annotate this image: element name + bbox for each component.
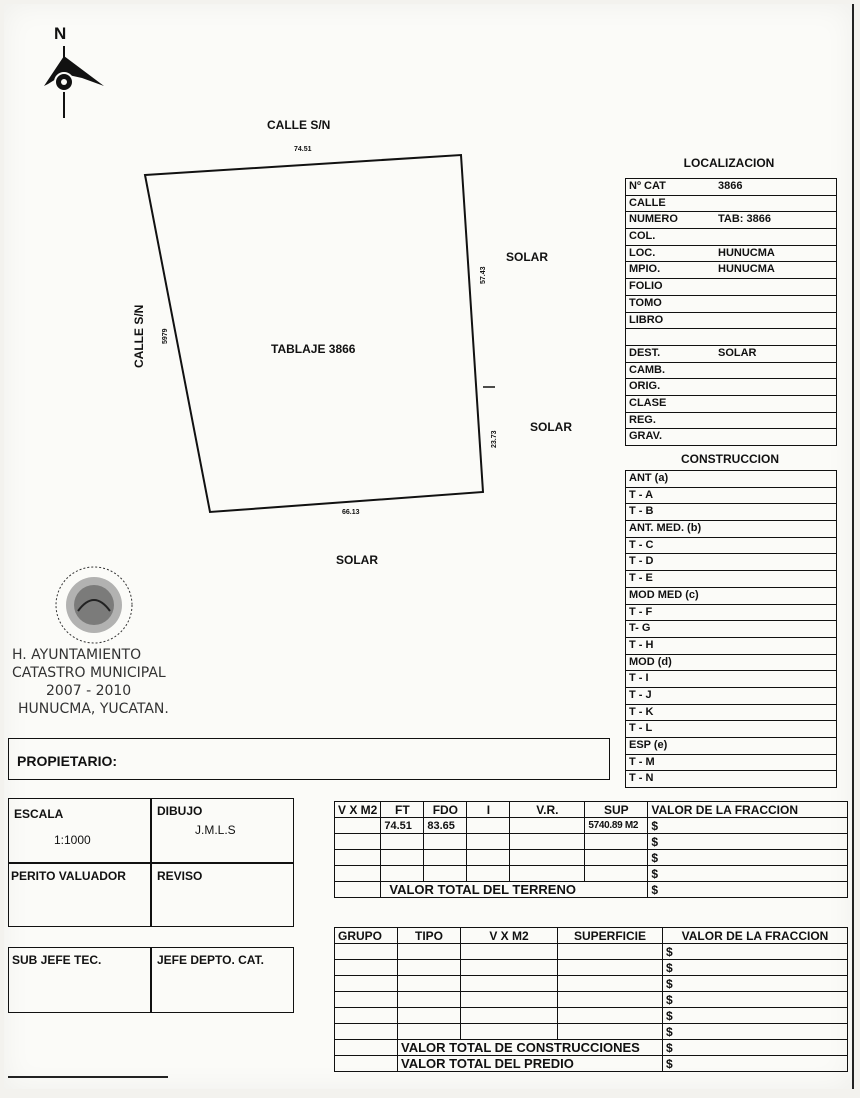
escala-value: 1:1000: [54, 833, 91, 847]
firmas-box-bottom: [8, 947, 294, 1013]
construccion-row-label: T - L: [629, 722, 653, 735]
terreno-header-valor: VALOR DE LA FRACCION: [648, 802, 848, 818]
construccion-table: [625, 470, 837, 788]
solar-right-upper: SOLAR: [506, 250, 548, 264]
localizacion-row: [626, 313, 836, 330]
construcciones-header-vxm2: V X M2: [461, 928, 558, 944]
predio-total-label: VALOR TOTAL DEL PREDIO: [398, 1056, 663, 1072]
bottom-rule: [8, 1076, 168, 1078]
stamp-line-4: HUNUCMA, YUCATAN.: [18, 701, 169, 717]
construccion-row-label: T - E: [629, 572, 653, 585]
construccion-row: [626, 621, 836, 638]
measure-left: 5979: [162, 328, 169, 344]
localizacion-row-value: SOLAR: [718, 346, 757, 359]
parcel-label: TABLAJE 3866: [271, 342, 356, 356]
measure-bottom: 66.13: [342, 509, 360, 516]
terreno-dollar: $: [648, 850, 848, 866]
terreno-total-label: VALOR TOTAL DEL TERRENO: [381, 882, 648, 898]
terreno-cell-ft: 74.51: [381, 818, 424, 834]
construcciones-dollar: $: [663, 960, 848, 976]
construccion-row: [626, 488, 836, 505]
localizacion-row: [626, 379, 836, 396]
localizacion-row-value: TAB: 3866: [718, 213, 771, 226]
north-label: N: [54, 24, 67, 43]
construccion-row-label: T - N: [629, 772, 654, 785]
terreno-header-vxm2: V X M2: [335, 802, 381, 818]
propietario-label: PROPIETARIO:: [17, 753, 118, 769]
terreno-header-ft: FT: [381, 802, 424, 818]
localizacion-row: [626, 346, 836, 363]
construccion-row-label: T - A: [629, 488, 654, 501]
localizacion-row: [626, 413, 836, 430]
localizacion-row-label: REG.: [629, 413, 656, 426]
construccion-row: [626, 504, 836, 521]
construccion-row-label: ANT. MED. (b): [629, 522, 702, 535]
localizacion-table: [625, 178, 837, 446]
construccion-row: [626, 571, 836, 588]
construccion-row: [626, 671, 836, 688]
terreno-cell: [510, 818, 585, 834]
localizacion-row-value: HUNUCMA: [718, 246, 775, 259]
localizacion-row-label: TOMO: [629, 296, 662, 309]
terreno-cell: [467, 818, 510, 834]
terreno-header-i: I: [467, 802, 510, 818]
localizacion-row-label: NUMERO: [629, 213, 678, 226]
construcciones-dollar: $: [663, 944, 848, 960]
construcciones-total-label: VALOR TOTAL DE CONSTRUCCIONES: [398, 1040, 663, 1056]
construccion-row-label: T - D: [629, 555, 654, 568]
localizacion-row-label: COL.: [629, 230, 656, 243]
localizacion-row-label: LOC.: [629, 246, 656, 259]
localizacion-row: [626, 329, 836, 346]
localizacion-row: [626, 196, 836, 213]
construccion-row-label: T - J: [629, 688, 652, 701]
dibujo-value: J.M.L.S: [195, 823, 236, 837]
construccion-row-label: T - C: [629, 538, 654, 551]
dibujo-label: DIBUJO: [157, 804, 203, 818]
localizacion-row: [626, 246, 836, 263]
localizacion-row-label: Nº CAT: [629, 180, 666, 192]
street-left-label: CALLE S/N: [132, 304, 146, 368]
construccion-row-label: MOD (d): [629, 655, 672, 668]
construccion-row-label: MOD MED (c): [629, 588, 699, 601]
stamp-text: [12, 646, 169, 718]
terreno-cell-valor: $: [648, 818, 848, 834]
street-top-label: CALLE S/N: [267, 118, 331, 132]
localizacion-row-value: HUNUCMA: [718, 263, 775, 276]
escala-label: ESCALA: [14, 807, 64, 821]
localizacion-row: [626, 363, 836, 380]
localizacion-row-label: MPIO.: [629, 263, 661, 276]
construccion-row: [626, 655, 836, 672]
measure-right-lower: 23.73: [491, 430, 498, 448]
localizacion-row: [626, 279, 836, 296]
propietario-box: [8, 738, 610, 780]
localizacion-row: [626, 262, 836, 279]
localizacion-row-label: CALLE: [629, 196, 666, 209]
construcciones-dollar: $: [663, 1056, 848, 1072]
localizacion-row-label: ORIG.: [629, 380, 661, 393]
construccion-row: [626, 538, 836, 555]
construcciones-dollar: $: [663, 976, 848, 992]
construccion-row: [626, 705, 836, 722]
terreno-dollar: $: [648, 866, 848, 882]
perito-label: PERITO VALUADOR: [11, 869, 126, 883]
construccion-row-label: ANT (a): [629, 472, 669, 484]
construcciones-header-tipo: TIPO: [398, 928, 461, 944]
terreno-cell-sup: 5740.89 M2: [585, 818, 648, 834]
construccion-row: [626, 554, 836, 571]
terreno-cell: [335, 818, 381, 834]
localizacion-row-label: GRAV.: [629, 430, 663, 443]
terreno-header-vr: V.R.: [510, 802, 585, 818]
terreno-table: [334, 801, 848, 898]
localizacion-title: LOCALIZACION: [683, 156, 775, 170]
terreno-header-fdo: FDO: [424, 802, 467, 818]
terreno-header-sup: SUP: [585, 802, 648, 818]
terreno-cell-fdo: 83.65: [424, 818, 467, 834]
stamp-line-3: 2007 - 2010: [46, 683, 132, 699]
localizacion-row: [626, 229, 836, 246]
subjefe-label: SUB JEFE TEC.: [12, 953, 102, 967]
construcciones-header-superficie: SUPERFICIE: [558, 928, 663, 944]
construccion-row: [626, 688, 836, 705]
construccion-row: [626, 721, 836, 738]
localizacion-row-label: LIBRO: [629, 313, 664, 326]
stamp-line-1: H. AYUNTAMIENTO: [12, 647, 142, 663]
reviso-label: REVISO: [157, 869, 203, 883]
localizacion-row-value: 3866: [718, 180, 743, 192]
construccion-row-label: T - F: [629, 605, 653, 618]
construcciones-header-grupo: GRUPO: [335, 928, 398, 944]
terreno-dollar: $: [648, 834, 848, 850]
construcciones-dollar: $: [663, 1024, 848, 1040]
construccion-row-label: T - M: [629, 755, 655, 768]
construccion-row: [626, 638, 836, 655]
construccion-row-label: T - B: [629, 505, 654, 518]
localizacion-row: [626, 296, 836, 313]
stamp-line-2: CATASTRO MUNICIPAL: [12, 665, 166, 681]
construccion-row: [626, 771, 836, 787]
construccion-row-label: T- G: [629, 622, 651, 635]
parcel-outline: [4, 4, 504, 524]
construcciones-dollar: $: [663, 1008, 848, 1024]
cadastral-sheet: [4, 4, 854, 1089]
construccion-row: [626, 755, 836, 772]
construccion-row: [626, 588, 836, 605]
localizacion-row-label: CLASE: [629, 396, 667, 409]
construccion-row-label: ESP (e): [629, 739, 668, 751]
construccion-row-label: T - K: [629, 705, 654, 718]
measure-top: 74.51: [294, 146, 312, 153]
construccion-row: [626, 605, 836, 622]
terreno-dollar: $: [648, 882, 848, 898]
construccion-row: [626, 738, 836, 755]
localizacion-row: [626, 179, 836, 196]
localizacion-row: [626, 429, 836, 445]
localizacion-row-label: CAMB.: [629, 363, 666, 376]
construcciones-dollar: $: [663, 992, 848, 1008]
construccion-row-label: T - H: [629, 638, 654, 651]
construccion-row: [626, 521, 836, 538]
construccion-row-label: T - I: [629, 672, 649, 685]
measure-right-upper: 57.43: [480, 266, 487, 284]
localizacion-row: [626, 396, 836, 413]
localizacion-row: [626, 212, 836, 229]
municipal-seal-icon: [44, 559, 142, 649]
solar-right-lower: SOLAR: [530, 420, 572, 434]
construcciones-table: [334, 927, 848, 1072]
construcciones-header-valor: VALOR DE LA FRACCION: [663, 928, 848, 944]
solar-bottom: SOLAR: [336, 553, 378, 567]
firmas-box-top: [8, 798, 294, 927]
jefe-label: JEFE DEPTO. CAT.: [157, 953, 264, 967]
localizacion-row-label: FOLIO: [629, 280, 663, 293]
construccion-title: CONSTRUCCION: [681, 452, 779, 466]
localizacion-row-label: DEST.: [629, 346, 661, 359]
construcciones-dollar: $: [663, 1040, 848, 1056]
construccion-row: [626, 471, 836, 488]
